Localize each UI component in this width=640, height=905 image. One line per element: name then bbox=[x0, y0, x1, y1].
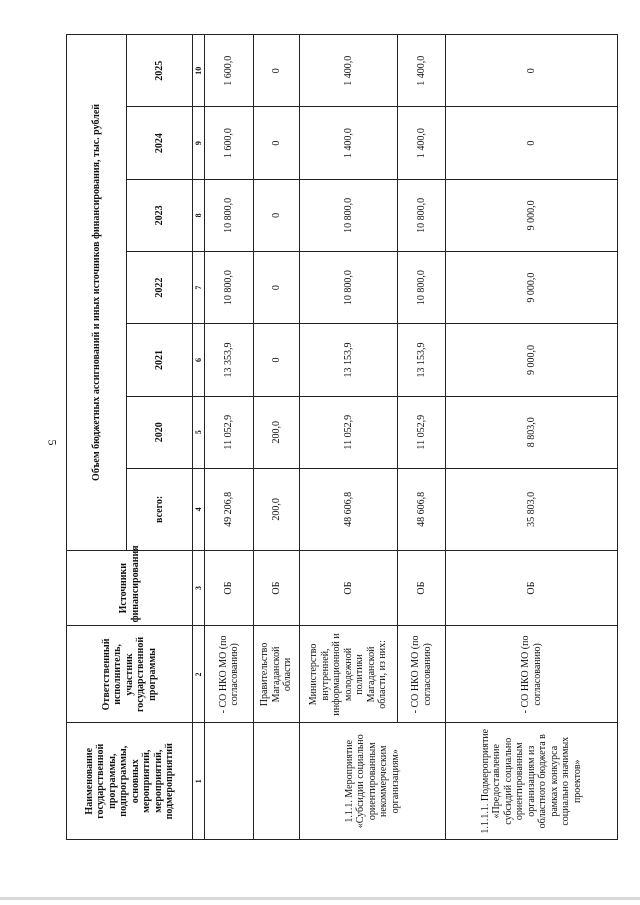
column-number: 4 bbox=[193, 468, 205, 550]
row-value: 13 153,9 bbox=[398, 324, 446, 396]
row-total: 200,0 bbox=[254, 468, 300, 550]
row-executor: Правительство Магаданской области bbox=[254, 626, 300, 723]
row-total: 35 803,0 bbox=[446, 468, 618, 550]
row-value: 11 052,9 bbox=[398, 396, 446, 468]
row-value: 9 000,0 bbox=[446, 179, 618, 251]
column-number: 2 bbox=[193, 626, 205, 723]
table-row bbox=[446, 35, 618, 840]
row-value: 13 353,9 bbox=[205, 324, 254, 396]
row-value: 13 153,9 bbox=[300, 324, 398, 396]
row-value: 10 800,0 bbox=[398, 179, 446, 251]
column-number-row bbox=[193, 35, 205, 840]
row-value: 0 bbox=[446, 35, 618, 107]
row-value: 0 bbox=[254, 35, 300, 107]
header-source: Источники финансирования bbox=[67, 550, 193, 626]
row-source: ОБ bbox=[205, 550, 254, 626]
row-value: 1 600,0 bbox=[205, 35, 254, 107]
column-number: 5 bbox=[193, 396, 205, 468]
row-name bbox=[254, 723, 300, 840]
header-year: 2024 bbox=[127, 107, 193, 179]
table-row bbox=[398, 35, 446, 840]
header-year: 2020 bbox=[127, 396, 193, 468]
financing-table bbox=[66, 34, 618, 840]
row-value: 10 800,0 bbox=[205, 179, 254, 251]
row-value: 1 400,0 bbox=[398, 35, 446, 107]
row-value: 0 bbox=[254, 107, 300, 179]
header-name: Наименование государственной программы, подпрограммы, основных мероприятий, мероприятий, подмероприятий bbox=[67, 723, 193, 840]
row-value: 1 400,0 bbox=[398, 107, 446, 179]
row-value: 8 803,0 bbox=[446, 396, 618, 468]
column-number: 1 bbox=[193, 723, 205, 840]
header-year: 2022 bbox=[127, 252, 193, 324]
row-value: 10 800,0 bbox=[300, 252, 398, 324]
column-number: 8 bbox=[193, 179, 205, 251]
table-row bbox=[254, 35, 300, 840]
header-year: 2021 bbox=[127, 324, 193, 396]
column-number: 9 bbox=[193, 107, 205, 179]
column-number: 10 bbox=[193, 35, 205, 107]
row-value: 1 400,0 bbox=[300, 35, 398, 107]
row-source: ОБ bbox=[254, 550, 300, 626]
row-value: 0 bbox=[254, 179, 300, 251]
column-number: 3 bbox=[193, 550, 205, 626]
row-total: 48 606,8 bbox=[398, 468, 446, 550]
row-value: 200,0 bbox=[254, 396, 300, 468]
row-value: 0 bbox=[446, 107, 618, 179]
row-executor: - СО НКО МО (по согласованию) bbox=[446, 626, 618, 723]
page-number: 5 bbox=[45, 439, 60, 445]
row-value: 11 052,9 bbox=[205, 396, 254, 468]
row-name bbox=[205, 723, 254, 840]
row-value: 0 bbox=[254, 252, 300, 324]
row-value: 9 000,0 bbox=[446, 324, 618, 396]
rotated-table-container bbox=[66, 34, 618, 840]
row-executor: Министерство внутренней, информационной и молодежной политики Магаданской области, из них: bbox=[300, 626, 398, 723]
row-source: ОБ bbox=[446, 550, 618, 626]
header-volume: Объем бюджетных ассигнований и иных источников финансирования, тыс. рублей bbox=[67, 35, 127, 551]
row-value: 0 bbox=[254, 324, 300, 396]
table-row bbox=[205, 35, 254, 840]
row-value: 1 600,0 bbox=[205, 107, 254, 179]
column-number: 7 bbox=[193, 252, 205, 324]
row-value: 11 052,9 bbox=[300, 396, 398, 468]
header-executor: Ответственный исполнитель, участник государственной программы bbox=[67, 626, 193, 723]
header-total: всего: bbox=[127, 468, 193, 550]
row-name: 1.1.1. Мероприятие «Субсидии социально ориентированным некоммерческим организациям» bbox=[300, 723, 446, 840]
row-executor: - СО НКО МО (по согласованию) bbox=[205, 626, 254, 723]
bottom-scan-edge bbox=[0, 897, 640, 900]
row-source: ОБ bbox=[300, 550, 398, 626]
row-total: 48 606,8 bbox=[300, 468, 398, 550]
table-row bbox=[300, 35, 398, 840]
column-number: 6 bbox=[193, 324, 205, 396]
row-value: 9 000,0 bbox=[446, 252, 618, 324]
row-executor: - СО НКО МО (по согласованию) bbox=[398, 626, 446, 723]
header-year: 2023 bbox=[127, 179, 193, 251]
row-value: 10 800,0 bbox=[300, 179, 398, 251]
row-source: ОБ bbox=[398, 550, 446, 626]
header-year: 2025 bbox=[127, 35, 193, 107]
row-value: 10 800,0 bbox=[398, 252, 446, 324]
row-value: 10 800,0 bbox=[205, 252, 254, 324]
row-value: 1 400,0 bbox=[300, 107, 398, 179]
row-total: 49 206,8 bbox=[205, 468, 254, 550]
row-name: 1.1.1.1. Подмероприятие «Предоставление субсидий социально ориентированным организациям из областного бюджета в рамках конкурса социально значимых проектов» bbox=[446, 723, 618, 840]
